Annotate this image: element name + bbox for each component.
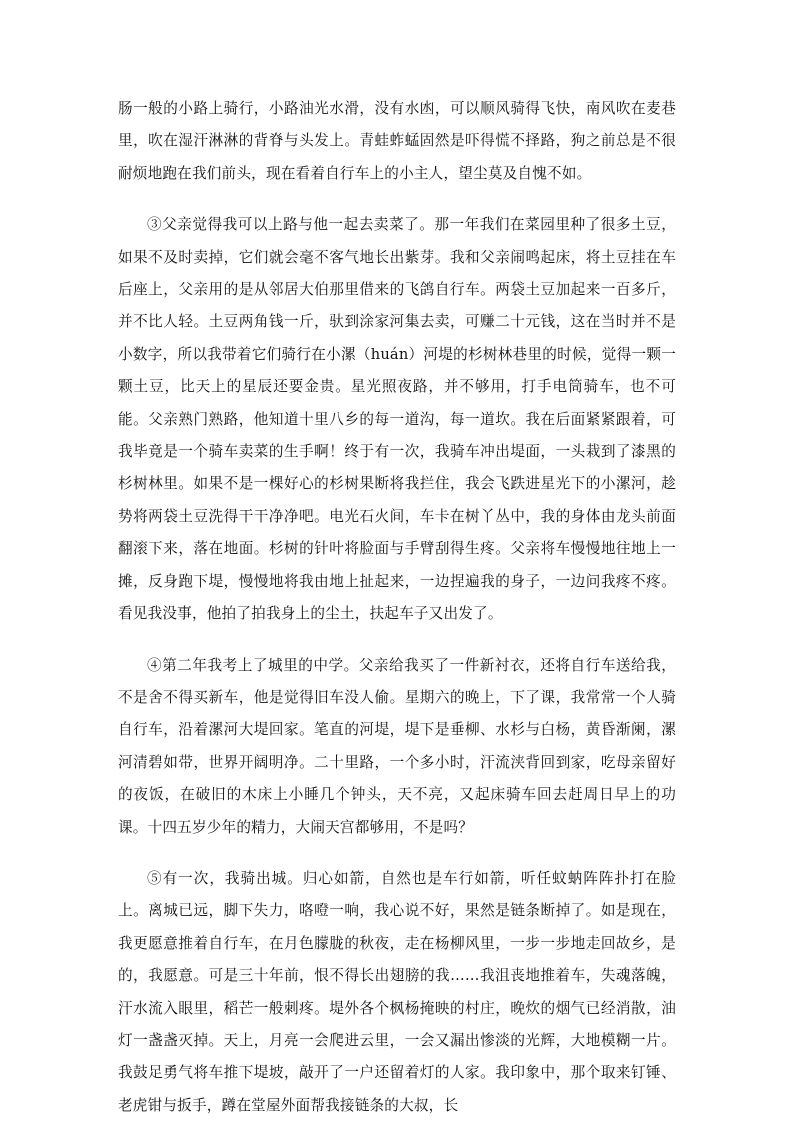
paragraph-4: ④第二年我考上了城里的中学。父亲给我买了一件新衬衣，还将自行车送给我，不是舍不得买新车，他是觉得旧车没人偷。星期六的晚上，下了课，我常常一个人骑自行车，沿着漯河大堤回家。笔直的河堤，堤下是垂柳、水杉与白杨，黄昏渐阑，漯河清碧如带，世界开阔明净。二十里路，一个多小时，汗流浃背回到家，吃母亲留好的夜饭，在破旧的木床上小睡几个钟头，天不亮，又起床骑车回去赶周日早上的功课。十四五岁少年的精力，大闹天宫都够用，不是吗？ — [118, 656, 676, 836]
paragraph-3: ③父亲觉得我可以上路与他一起去卖菜了。那一年我们在菜园里种了很多土豆，如果不及时卖掉，它们就会毫不客气地长出紫芽。我和父亲闹鸣起床，将土豆挂在车后座上，父亲用的是从邻居大伯那里借来的飞鸽自行车。两袋土豆加起来一百多斤，并不比人轻。土豆两角钱一斤，驮到涂家河集去卖，可赚二十元钱，这在当时并不是小数字，所以我带着它们骑行在小漯（huán）河堤的杉树林巷里的时候，觉得一颗一颗土豆，比天上的星辰还要金贵。星光照夜路，并不够用，打手电筒骑车，也不可能。父亲熟门熟路，他知道十里八乡的每一道沟，每一道坎。我在后面紧紧跟着，可我毕竟是一个骑车卖菜的生手啊！终于有一次，我骑车冲出堤面，一头栽到了漆黑的杉树林里。如果不是一棵好心的杉树果断将我拦住，我会飞跌进星光下的小漯河，趁势将两袋土豆洗得干干净净吧。电光石火间，车卡在树丫丛中，我的身体由龙头前面翻滚下来，落在地面。杉树的针叶将脸面与手臂刮得生疼。父亲将车慢慢地往地上一摊，反身跑下堤，慢慢地将我由地上扯起来，一边捏遍我的身子，一边问我疼不疼。看见我没事，他拍了拍我身上的尘土，扶起车子又出发了。 — [118, 216, 676, 623]
paragraph-continued: 肠一般的小路上骑行，小路油光水滑，没有水凼，可以顺风骑得飞快，南风吹在麦巷里，吹在湿汗淋淋的背脊与头发上。青蛙蚱蜢固然是吓得慌不择路，狗之前总是不很耐烦地跑在我们前头，现在看着自行车上的小主人，望尘莫及自愧不如。 — [118, 100, 676, 182]
document-page — [118, 93, 676, 1141]
paragraph-5: ⑤有一次，我骑出城。归心如箭，自然也是车行如箭，听任蚊蚋阵阵扑打在脸上。离城已远，脚下失力，咯噔一响，我心说不好，果然是链条断掉了。如是现在，我更愿意推着自行车，在月色朦胧的秋夜，走在杨柳风里，一步一步地走回故乡，是的，我愿意。可是三十年前，恨不得长出翅膀的我……我沮丧地推着车，失魂落魄，汗水流入眼里，稻芒一般刺疼。堤外各个枫杨掩映的村庄，晚炊的烟气已经消散，油灯一盏盏灭掉。天上，月亮一会爬进云里，一会又漏出惨淡的光辉，大地模糊一片。我鼓足勇气将车推下堤坡，敲开了一户还留着灯的人家。我印象中，那个取来钉锤、老虎钳与扳手，蹲在堂屋外面帮我接链条的大叔，长 — [118, 869, 676, 1114]
